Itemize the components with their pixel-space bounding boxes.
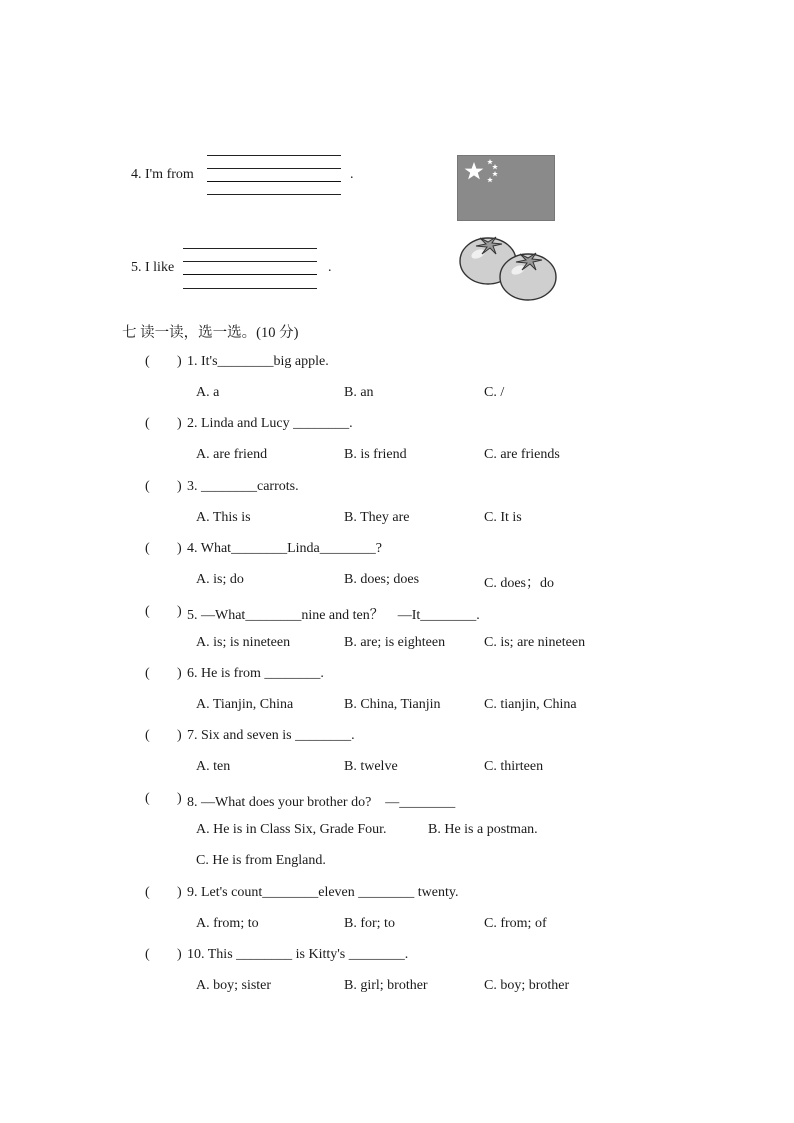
answer-blank[interactable] — [152, 666, 176, 682]
writing-line[interactable] — [207, 194, 341, 195]
writing-line[interactable] — [183, 261, 317, 262]
option-b: B. They are — [344, 510, 410, 525]
answer-paren-close: ) — [177, 416, 182, 431]
answer-paren-open: ( — [145, 541, 150, 556]
answer-blank[interactable] — [152, 947, 176, 963]
fill-item-5-label: 5. I like — [131, 260, 175, 275]
answer-paren-open: ( — [145, 479, 150, 494]
option-b: B. for; to — [344, 916, 395, 931]
writing-line[interactable] — [207, 168, 341, 169]
option-a: A. boy; sister — [196, 978, 272, 993]
answer-paren-open: ( — [145, 791, 150, 806]
question-text: 2. Linda and Lucy ________. — [187, 416, 353, 431]
option-c: C. tianjin, China — [484, 697, 577, 712]
option-c: C. are friends — [484, 447, 560, 462]
answer-paren-open: ( — [145, 416, 150, 431]
answer-paren-open: ( — [145, 728, 150, 743]
option-b: B. twelve — [344, 759, 398, 774]
option-c: C. from; of — [484, 916, 547, 931]
option-b: B. girl; brother — [344, 978, 428, 993]
answer-blank[interactable] — [152, 479, 176, 495]
option-c: C. / — [484, 385, 505, 400]
option-c: C. He is from England. — [196, 853, 326, 868]
option-a: A. are friend — [196, 447, 268, 462]
writing-line[interactable] — [183, 274, 317, 275]
option-c: C. It is — [484, 510, 522, 525]
writing-line[interactable] — [207, 181, 341, 182]
option-b: B. are; is eighteen — [344, 635, 446, 650]
answer-blank[interactable] — [152, 416, 176, 432]
answer-paren-close: ) — [177, 728, 182, 743]
option-a: A. from; to — [196, 916, 259, 931]
option-b: B. He is a postman. — [428, 822, 538, 837]
option-c: C. is; are nineteen — [484, 635, 586, 650]
answer-paren-open: ( — [145, 947, 150, 962]
answer-paren-open: ( — [145, 354, 150, 369]
option-a: A. This is — [196, 510, 251, 525]
option-b: B. does; does — [344, 572, 420, 587]
answer-paren-close: ) — [177, 479, 182, 494]
option-c: C. does；do — [484, 576, 554, 591]
answer-paren-close: ) — [177, 604, 182, 619]
answer-paren-open: ( — [145, 885, 150, 900]
section-title: 七 读一读，选一选。(10 分) — [122, 325, 299, 341]
question-text: 6. He is from ________. — [187, 666, 324, 681]
option-a: A. ten — [196, 759, 231, 774]
fill-item-5-period: . — [328, 260, 332, 275]
question-text: 5. —What________nine and ten？ —It________. — [187, 608, 480, 623]
answer-paren-open: ( — [145, 604, 150, 619]
option-c: C. thirteen — [484, 759, 544, 774]
writing-line[interactable] — [183, 248, 317, 249]
answer-blank[interactable] — [152, 728, 176, 744]
option-a: A. is; is nineteen — [196, 635, 291, 650]
star-icon — [458, 156, 554, 220]
answer-blank[interactable] — [152, 541, 176, 557]
option-b: B. is friend — [344, 447, 407, 462]
tomato-icon — [456, 234, 560, 304]
answer-blank[interactable] — [152, 604, 176, 620]
answer-blank[interactable] — [152, 885, 176, 901]
option-a: A. is; do — [196, 572, 244, 587]
question-text: 1. It's________big apple. — [187, 354, 329, 369]
option-a: A. Tianjin, China — [196, 697, 294, 712]
option-a: A. a — [196, 385, 220, 400]
option-c: C. boy; brother — [484, 978, 570, 993]
fill-item-4-period: . — [350, 167, 354, 182]
question-text: 10. This ________ is Kitty's ________. — [187, 947, 409, 962]
answer-paren-close: ) — [177, 541, 182, 556]
answer-paren-open: ( — [145, 666, 150, 681]
answer-paren-close: ) — [177, 666, 182, 681]
answer-blank[interactable] — [152, 354, 176, 370]
option-b: B. an — [344, 385, 374, 400]
answer-paren-close: ) — [177, 354, 182, 369]
option-b: B. China, Tianjin — [344, 697, 441, 712]
question-text: 7. Six and seven is ________. — [187, 728, 355, 743]
question-text: 3. ________carrots. — [187, 479, 299, 494]
writing-line[interactable] — [207, 155, 341, 156]
tomatoes-image — [456, 234, 560, 309]
answer-paren-close: ) — [177, 885, 182, 900]
answer-paren-close: ) — [177, 791, 182, 806]
question-text: 4. What________Linda________? — [187, 541, 382, 556]
question-text: 9. Let's count________eleven ________ twenty. — [187, 885, 459, 900]
writing-line[interactable] — [183, 288, 317, 289]
answer-paren-close: ) — [177, 947, 182, 962]
fill-item-4-label: 4. I'm from — [131, 167, 194, 182]
question-text: 8. —What does your brother do? —________ — [187, 795, 456, 810]
option-a: A. He is in Class Six, Grade Four. — [196, 822, 387, 837]
answer-blank[interactable] — [152, 791, 176, 807]
china-flag-image — [457, 155, 555, 221]
